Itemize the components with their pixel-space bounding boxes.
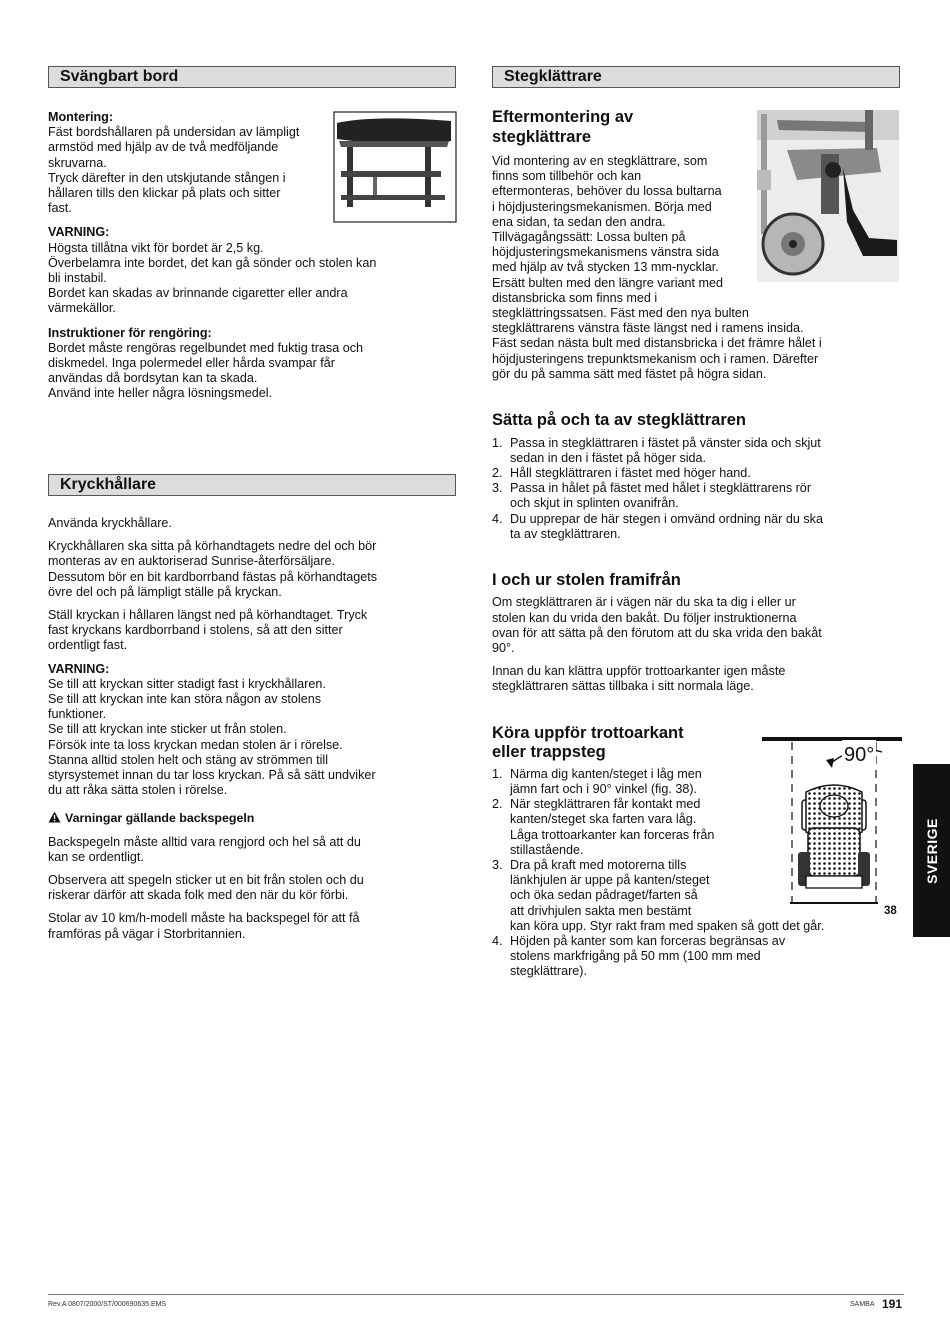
kryckhallare-text [48, 516, 443, 942]
backspegel-line: Stolar av 10 km/h-modell måste ha backspegel för att få [48, 911, 360, 926]
kryck-line: fast kryckans kardborrband i stolens, så att den sitter [48, 623, 343, 638]
varning-line: bli instabil. [48, 271, 107, 286]
section-heading-stegklattrare: Stegklättrare [492, 66, 900, 88]
eftermontering-line: Vid montering av en stegklättrare, som [492, 154, 708, 168]
montering-line: hållaren tills den klickar på plats och sitter [48, 186, 281, 201]
kryck-varning-line: styrsystemet innan du tar loss kryckan. På så sätt undviker [48, 768, 376, 783]
kryck-varning-line: Se till att kryckan inte kan störa någon av stolens [48, 692, 322, 707]
montering-line: Tryck därefter in den utskjutande stången i [48, 170, 286, 185]
svangbart-bord-text [48, 110, 433, 402]
rengoring-line: diskmedel. Inga polermedel eller hårda svampar får [48, 356, 335, 371]
kryck-line: Kryckhållaren ska sitta på körhandtagets nedre del och bör [48, 539, 377, 554]
kryck-line: Ställ kryckan i hållaren längst ned på körhandtaget. Tryck [48, 608, 368, 623]
backspegel-line: framföras på vägar i Storbritannien. [48, 926, 246, 941]
rengoring-title: Instruktioner för rengöring: [48, 325, 212, 340]
eftermontering-title: Eftermontering av [492, 108, 634, 126]
satta-title: Sätta på och ta av stegklättraren [492, 411, 747, 430]
backspegel-warning-heading [48, 811, 443, 826]
rengoring-line: användas då bordsytan kan ta skada. [48, 371, 258, 386]
warning-triangle-icon [48, 811, 61, 823]
eftermontering-line: Tillvägagångssätt: Lossa bulten på [492, 230, 686, 245]
kryck-line: ordentligt fast. [48, 638, 128, 653]
eftermontering-line: finns som tillbehör och kan [492, 169, 642, 184]
section-heading-kryckhallare: Kryckhållare [48, 474, 456, 496]
page-number: 191 [882, 1297, 903, 1311]
montering-line: fast. [48, 201, 72, 216]
i-och-ur-line: 90°. [492, 641, 515, 656]
i-och-ur-title: I och ur stolen framifrån [492, 570, 681, 589]
varning-line: värmekällor. [48, 301, 116, 316]
kryck-varning-line: Se till att kryckan sitter stadigt fast i kryckhållaren. [48, 676, 326, 691]
backspegel-line: riskerar därför att skada folk med den när du kör förbi. [48, 888, 349, 903]
varning-line: Överbelamra inte bordet, det kan gå sönder och stolen kan [48, 255, 377, 270]
eftermontering-line: höjdjusteringens trepunktsmekanism och i ramen. Därefter [492, 351, 819, 366]
language-tab-label: SVERIGE [923, 817, 940, 884]
eftermontering-title: stegklättrare [492, 127, 592, 146]
i-och-ur-line: stolen kan du vrida den bakåt. Du följer instruktionerna [492, 610, 797, 625]
i-och-ur-line: stegklättraren sättas tillbaka i sitt normala läge. [492, 679, 754, 694]
list-item: 3. Dra på kraft med motorerna tills länkhjulen är uppe på kanten/steget och öka sedan pådraget/farten så att drivhjulen sakta men bestämt kan köra upp. Styr rakt fram med spaken så gott det går. [492, 857, 825, 933]
kryck-varning-title: VARNING: [48, 661, 110, 676]
montering-line: skruvarna. [48, 155, 107, 170]
kryck-line: monteras av en auktoriserad Sunrise-återförsäljare. [48, 554, 335, 569]
kora-title: eller trappsteg [492, 743, 606, 762]
satta-steps-list [492, 436, 862, 542]
footer-divider [48, 1294, 904, 1295]
eftermontering-line: stegklättrarens vänstra fäste längst ned i ramens insida. [492, 321, 804, 336]
list-item: 2. När stegklättraren får kontakt med kanten/steget ska farten vara låg. Låga trottoarkanter kan forceras från stillastående. [492, 797, 715, 857]
eftermontering-line: gör du på samma sätt med fästet på högra sidan. [492, 366, 767, 381]
backspegel-line: Backspegeln måste alltid vara rengjord och hel så att du [48, 834, 361, 849]
eftermontering-line: med hjälp av två stycken 13 mm-nycklar. [492, 260, 719, 275]
montering-title: Montering: [48, 110, 114, 124]
kryck-intro: Använda kryckhållare. [48, 516, 172, 530]
kryck-varning-line: du att råka sätta stolen i rörelse. [48, 783, 228, 798]
montering-line: armstöd med hjälp av de två medföljande [48, 140, 279, 155]
varning-line: Högsta tillåtna vikt för bordet är 2,5 kg. [48, 240, 264, 255]
list-item: 1. Närma dig kanten/steget i låg men jämn fart och i 90° vinkel (fig. 38). [492, 766, 702, 796]
list-item: 4. Höjden på kanter som kan forceras begränsas av stolens markfrigång på 50 mm (100 mm med stegklättrare). [492, 933, 786, 979]
kora-title: Köra uppför trottoarkant [492, 723, 684, 742]
curb-approach-figure [762, 736, 902, 918]
eftermontering-line: stegklättringssatsen. Fäst med den nya bulten [492, 306, 749, 321]
rengoring-line: Bordet måste rengöras regelbundet med fuktig trasa och [48, 340, 364, 355]
backspegel-warning-title: Varningar gällande backspegeln [65, 811, 255, 826]
i-och-ur-line: ovan för att sätta på den förutom att du ska vrida den bakåt [492, 625, 822, 640]
figure-number: 38 [884, 905, 897, 917]
varning-line: Bordet kan skadas av brinnande cigaretter eller andra [48, 286, 348, 301]
list-item: 3. Passa in hålet på fästet med hålet i stegklättrarens rör och skjut in splinten ovanifrån. [492, 481, 812, 511]
list-item: 4. Du upprepar de här stegen i omvänd ordning när du ska ta av stegklättraren. [492, 511, 823, 541]
kryck-line: övre del och på lämpligt ställe på kryckan. [48, 584, 282, 599]
rengoring-line: Använd inte heller några lösningsmedel. [48, 386, 273, 401]
eftermontering-line: höjdjusteringsmekanismens vänstra sida [492, 245, 719, 260]
eftermontering-line: ena sidan, ta sedan den andra. [492, 214, 666, 229]
section-heading-svangbart-bord: Svängbart bord [48, 66, 456, 88]
varning-title: VARNING: [48, 225, 110, 240]
backspegel-line: Observera att spegeln sticker ut en bit från stolen och du [48, 873, 364, 888]
eftermontering-line: Fäst sedan nästa bult med distansbricka i det främre hålet i [492, 336, 822, 351]
kryck-varning-line: Försök inte ta loss kryckan medan stolen är i rörelse. [48, 737, 343, 752]
i-och-ur-line: Innan du kan klättra uppför trottoarkanter igen måste [492, 664, 786, 679]
i-och-ur-line: Om stegklättraren är i vägen när du ska ta dig i eller ur [492, 595, 796, 610]
montering-line: Fäst bordshållaren på undersidan av lämpligt [48, 125, 300, 140]
backspegel-line: kan se ordentligt. [48, 849, 144, 864]
footer-brand: SAMBA [850, 1301, 875, 1308]
list-item: 1. Passa in stegklättraren i fästet på vänster sida och skjut sedan in den i fästet på höger sida. [492, 435, 821, 465]
figure-angle-label: 90° [844, 744, 875, 766]
eftermontering-line: i höjdjusteringsmekanismen. Börja med [492, 199, 712, 214]
kryck-varning-line: Se till att kryckan inte sticker ut från stolen. [48, 722, 287, 737]
kryck-line: Dessutom bör en bit kardborrband fästas på körhandtagets [48, 569, 378, 584]
eftermontering-line: eftermonteras, behöver du lossa bultarna [492, 184, 722, 199]
footer-revision: Rev.A 0807/2000/ST/000690635.EMS [48, 1301, 167, 1308]
eftermontering-line: Ersätt bulten med den längre variant med [492, 275, 724, 290]
kryck-varning-line: Stanna alltid stolen helt och stäng av strömmen till [48, 752, 329, 767]
eftermontering-line: distansbricka som finns med i [492, 290, 658, 305]
language-side-tab [913, 764, 950, 937]
kryck-varning-line: funktioner. [48, 707, 107, 722]
list-item: 2. Håll stegklättraren i fästet med höger hand. [492, 465, 751, 480]
